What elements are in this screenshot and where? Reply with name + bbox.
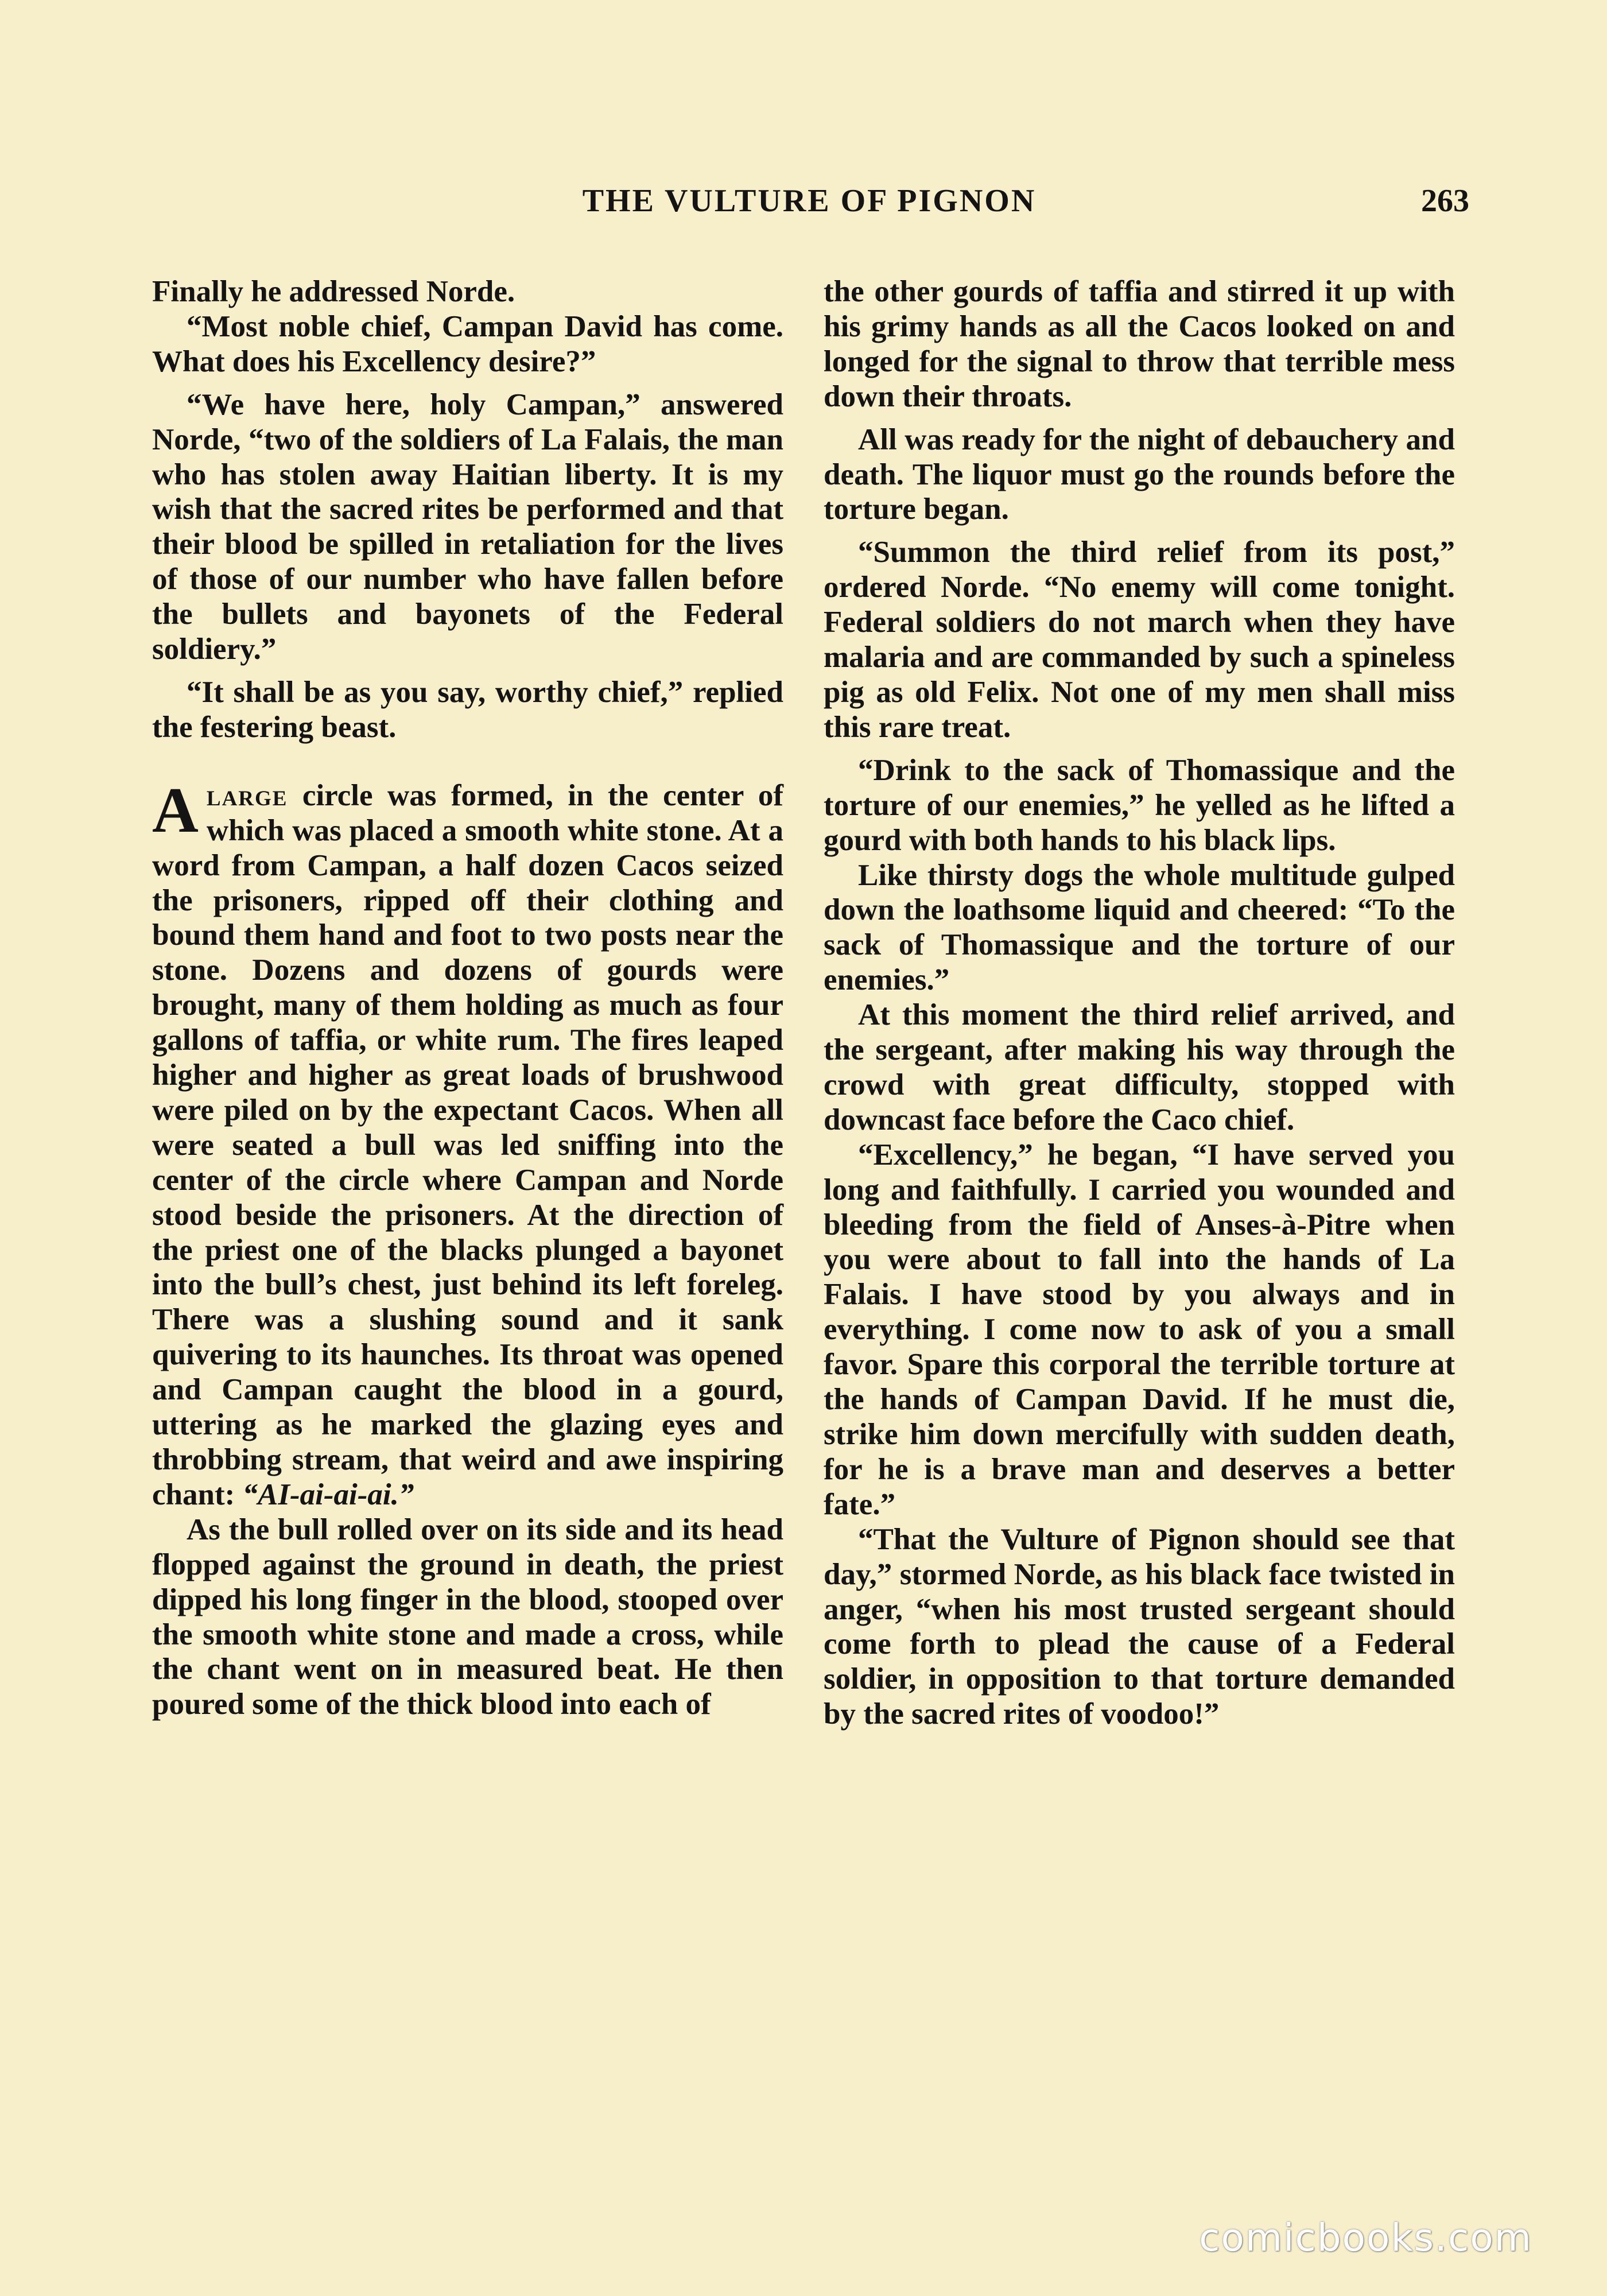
smallcaps-lead: large bbox=[206, 778, 288, 812]
paragraph: “Summon the third relief from its post,” ordered Norde. “No enemy will come tonight. Federal soldiers do not march when they have malaria and are commanded by such a spineless pig as old Felix. Not one of my men shall miss this rare treat. bbox=[824, 536, 1455, 744]
paragraph: “Drink to the sack of Thomassique and the torture of our enemies,” he yelled as he lifted a gourd with both hands to his black lips. bbox=[824, 753, 1455, 857]
left-column bbox=[152, 274, 783, 1722]
drop-cap: A bbox=[152, 774, 199, 846]
paragraph: “Most noble chief, Campan David has come. What does his Excellency desire?” bbox=[152, 309, 783, 378]
paragraph: At this moment the third relief arrived, and the sergeant, after making his way through the crowd with great difficulty, stopped with downcast face before the Caco chief. bbox=[824, 998, 1455, 1137]
paragraph-body: circle was formed, in the center of which was placed a smooth white stone. At a word from Campan, a half dozen Cacos seized the prisoners, ripped off their clothing and bound them hand and foot to two posts near the stone. Dozens and dozens of gourds were brought, many of them holding as much as four gallons of taffia, or white rum. The fires leaped higher and higher as great loads of brushwood were piled on by the expectant Cacos. When all were seated a bull was led sniffing into the center of the circle where Campan and Norde stood beside the prisoners. At the direction of the priest one of the blacks plunged a bayonet into the bull’s chest, just behind its left foreleg. There was a slushing sound and it sank quivering to its haunches. Its throat was opened and Campan caught the blood in a gourd, uttering as he marked the glazing eyes and throbbing stream, that weird and awe inspiring chant: bbox=[152, 778, 783, 1511]
paragraph: Finally he addressed Norde. bbox=[152, 275, 515, 308]
paragraph: “That the Vulture of Pignon should see that day,” stormed Norde, as his black face twisted in anger, “when his most trusted sergeant should come forth to plead the cause of a Federal soldier, in opposition to that torture demanded by the sacred rites of voodoo!” bbox=[824, 1522, 1455, 1731]
page-number: 263 bbox=[1421, 183, 1469, 219]
paragraph: “It shall be as you say, worthy chief,” replied the festering beast. bbox=[152, 675, 783, 744]
paragraph: As the bull rolled over on its side and its head flopped against the ground in death, the priest dipped his long finger in the blood, stooped over the smooth white stone and made a cross, while the chant went on in measured beat. He then poured some of the thick blood into each of bbox=[152, 1512, 783, 1721]
paragraph: Like thirsty dogs the whole multitude gulped down the loathsome liquid and cheered: “To the sack of Thomassique and the torture of our enemies.” bbox=[824, 858, 1455, 997]
running-head bbox=[155, 183, 1469, 234]
page-title: THE VULTURE OF PIGNON bbox=[582, 183, 1037, 219]
watermark: comicbooks.com bbox=[1199, 2216, 1532, 2260]
right-column bbox=[824, 274, 1455, 1732]
dropcap-paragraph bbox=[152, 774, 783, 1512]
paragraph: “We have here, holy Campan,” answered Norde, “two of the soldiers of La Falais, the man who has stolen away Haitian liberty. It is my wish that the sacred rites be performed and that their blood be spilled in retaliation for the lives of those of our number who have fallen before the bullets and bayonets of the Federal soldiery.” bbox=[152, 387, 783, 666]
paragraph: All was ready for the night of debauchery and death. The liquor must go the rounds before the torture began. bbox=[824, 422, 1455, 526]
chant-text: “AI-ai-ai-ai.” bbox=[242, 1477, 414, 1511]
paragraph: “Excellency,” he began, “I have served you long and faithfully. I carried you wounded and bleeding from the field of Anses-à-Pitre when you were about to fall into the hands of La Falais. I have stood by you always and in everything. I come now to ask of you a small favor. Spare this corporal the terrible torture at the hands of Campan David. If he must die, strike him down mercifully with sudden death, for he is a brave man and deserves a better fate.” bbox=[824, 1138, 1455, 1521]
paragraph: the other gourds of taffia and stirred it up with his grimy hands as all the Cacos looked on and longed for the signal to throw that terrible mess down their throats. bbox=[824, 275, 1455, 413]
